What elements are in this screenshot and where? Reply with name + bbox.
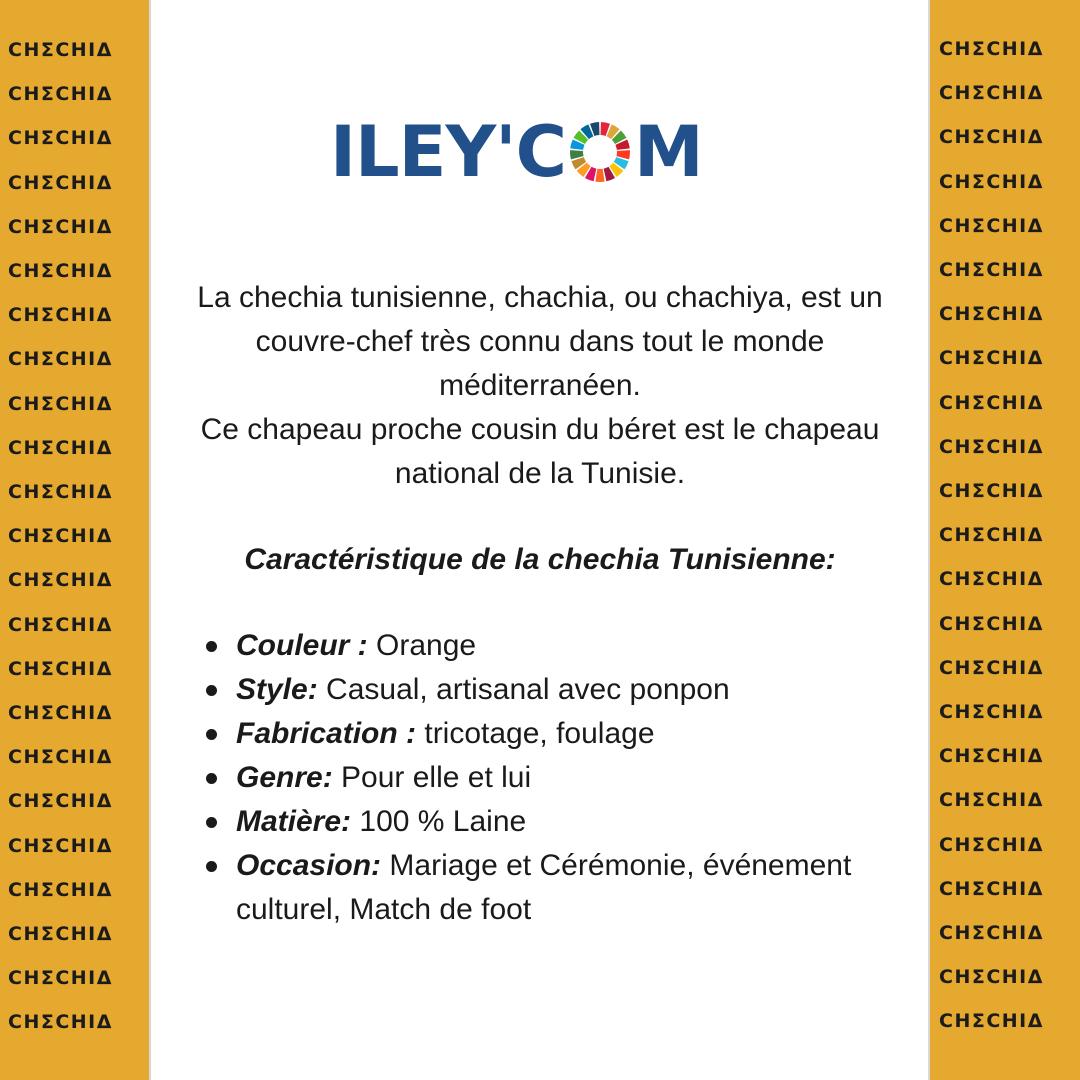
- intro-paragraph-2: Ce chapeau proche cousin du béret est le chapeau national de la Tunisie.: [200, 413, 880, 490]
- ileycom-logo: [330, 112, 703, 192]
- strip-word: CHΣCHIΔ: [8, 569, 113, 592]
- strip-word: CHΣCHIΔ: [8, 923, 113, 945]
- feature-item: [202, 756, 902, 800]
- strip-word: CHΣCHIΔ: [939, 435, 1044, 458]
- left-pattern-strip: [0, 0, 151, 1080]
- intro-text: [170, 276, 910, 496]
- feature-label: Couleur :: [236, 629, 368, 662]
- feature-item: [202, 624, 902, 668]
- bullet-icon: [206, 773, 217, 784]
- strip-word: CHΣCHIΔ: [8, 834, 113, 857]
- bullet-icon: [206, 861, 217, 872]
- strip-word: CHΣCHIΔ: [8, 746, 113, 769]
- sdg-color-wheel-icon: [568, 120, 632, 184]
- strip-word: CHΣCHIΔ: [8, 790, 113, 813]
- strip-word: CHΣCHIΔ: [939, 701, 1044, 723]
- strip-word: CHΣCHIΔ: [939, 745, 1044, 768]
- strip-word: CHΣCHIΔ: [8, 657, 113, 680]
- bullet-icon: [206, 729, 217, 740]
- strip-word: CHΣCHIΔ: [8, 967, 113, 990]
- strip-word: CHΣCHIΔ: [8, 1011, 113, 1034]
- strip-word: CHΣCHIΔ: [8, 878, 113, 901]
- feature-item: [202, 844, 902, 932]
- feature-label: Fabrication :: [236, 717, 417, 750]
- feature-label: Occasion:: [236, 849, 382, 882]
- strip-word: CHΣCHIΔ: [8, 436, 113, 459]
- feature-value: 100 % Laine: [359, 805, 527, 838]
- feature-item: [202, 668, 902, 712]
- feature-label: Style:: [236, 673, 318, 706]
- strip-word: CHΣCHIΔ: [939, 391, 1044, 414]
- intro-paragraph-1: La chechia tunisienne, chachia, ou chachiya, est un couvre-chef très connu dans tout le monde méditerranéen.: [197, 281, 883, 402]
- strip-word: CHΣCHIΔ: [939, 214, 1044, 237]
- strip-word: CHΣCHIΔ: [8, 39, 113, 61]
- strip-word: CHΣCHIΔ: [939, 922, 1044, 944]
- strip-word: CHΣCHIΔ: [939, 789, 1044, 812]
- strip-word: CHΣCHIΔ: [939, 656, 1044, 679]
- strip-word: CHΣCHIΔ: [8, 171, 113, 194]
- feature-value: Mariage et Cérémonie, événement culturel, Match de foot: [236, 849, 852, 926]
- feature-value: tricotage, foulage: [424, 717, 655, 750]
- feature-label: Matière:: [236, 805, 352, 838]
- bullet-icon: [206, 685, 217, 696]
- feature-item: [202, 712, 902, 756]
- strip-word: CHΣCHIΔ: [939, 38, 1044, 60]
- strip-word: CHΣCHIΔ: [8, 127, 113, 150]
- ring-segment: [595, 169, 604, 182]
- features-list: [202, 624, 902, 932]
- feature-value: Orange: [376, 629, 477, 662]
- strip-word: CHΣCHIΔ: [8, 260, 113, 282]
- feature-value: Pour elle et lui: [341, 761, 532, 794]
- strip-word: CHΣCHIΔ: [939, 480, 1044, 502]
- strip-word: CHΣCHIΔ: [8, 613, 113, 636]
- strip-word: CHΣCHIΔ: [939, 612, 1044, 635]
- strip-word: CHΣCHIΔ: [939, 82, 1044, 105]
- strip-word: CHΣCHIΔ: [8, 525, 113, 548]
- strip-word: CHΣCHIΔ: [8, 392, 113, 415]
- strip-word: CHΣCHIΔ: [8, 481, 113, 503]
- right-pattern-strip: [928, 0, 1080, 1080]
- strip-word: CHΣCHIΔ: [939, 1010, 1044, 1033]
- strip-word: CHΣCHIΔ: [939, 303, 1044, 326]
- bullet-icon: [206, 817, 217, 828]
- feature-item: [202, 800, 902, 844]
- strip-word: CHΣCHIΔ: [939, 347, 1044, 370]
- strip-word: CHΣCHIΔ: [939, 126, 1044, 149]
- strip-word: CHΣCHIΔ: [8, 702, 113, 724]
- strip-word: CHΣCHIΔ: [8, 215, 113, 238]
- strip-word: CHΣCHIΔ: [8, 304, 113, 327]
- strip-word: CHΣCHIΔ: [939, 524, 1044, 547]
- features-heading: Caractéristique de la chechia Tunisienne:: [244, 543, 836, 576]
- strip-word: CHΣCHIΔ: [939, 259, 1044, 281]
- bullet-icon: [206, 641, 217, 652]
- strip-word: CHΣCHIΔ: [939, 877, 1044, 900]
- feature-value: Casual, artisanal avec ponpon: [326, 673, 730, 706]
- logo-text-right: M: [633, 111, 703, 193]
- logo-text-left: ILEY'C: [330, 111, 566, 193]
- strip-word: CHΣCHIΔ: [939, 833, 1044, 856]
- strip-word: CHΣCHIΔ: [939, 568, 1044, 591]
- strip-word: CHΣCHIΔ: [8, 348, 113, 371]
- strip-word: CHΣCHIΔ: [939, 966, 1044, 989]
- strip-word: CHΣCHIΔ: [939, 170, 1044, 193]
- strip-word: CHΣCHIΔ: [8, 83, 113, 106]
- feature-label: Genre:: [236, 761, 333, 794]
